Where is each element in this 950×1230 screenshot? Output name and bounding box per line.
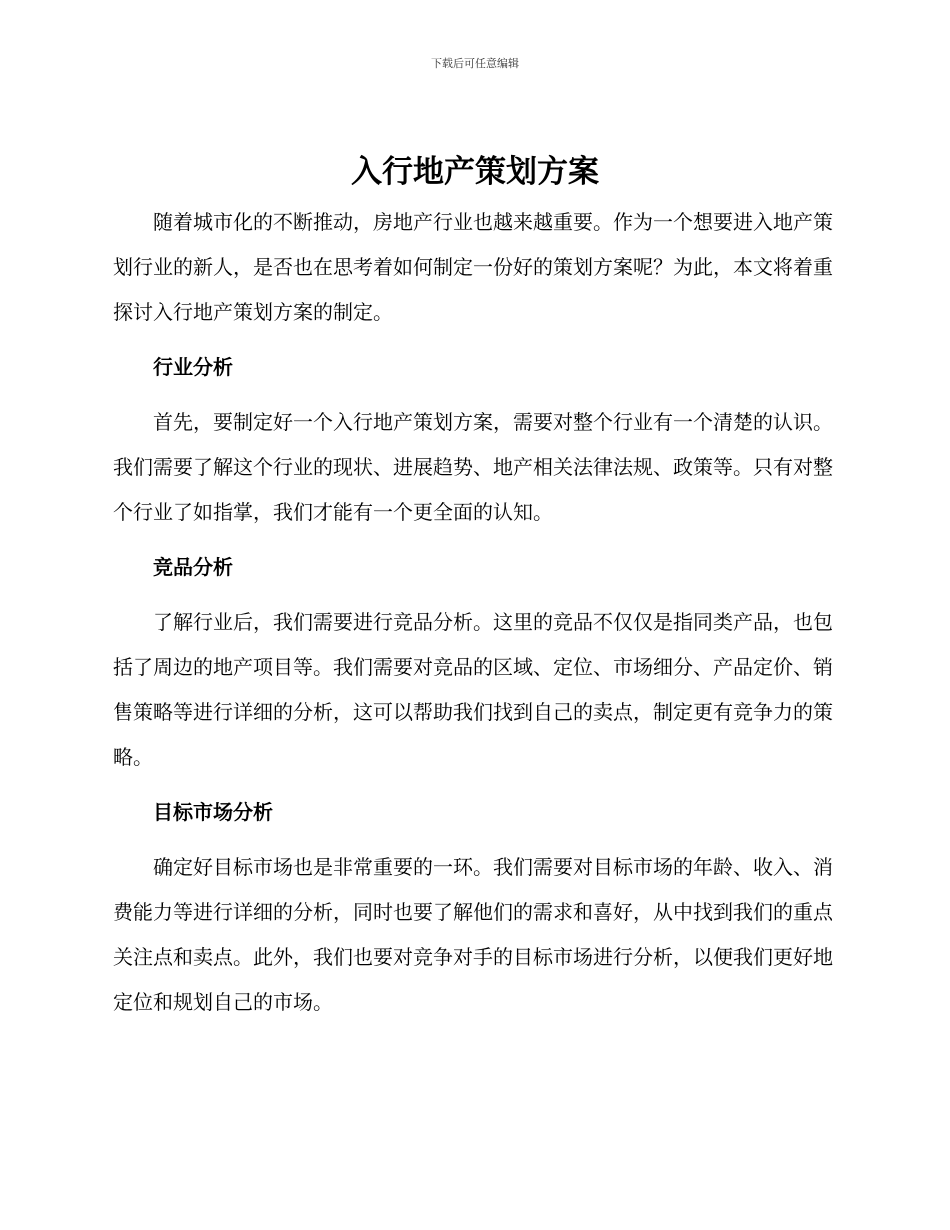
document-title: 入行地产策划方案 (351, 154, 599, 190)
section-heading-target-market: 目标市场分析 (153, 800, 273, 824)
header-note: 下载后可任意编辑 (431, 57, 519, 70)
document-body (113, 200, 833, 1025)
section-body-industry: 首先，要制定好一个入行地产策划方案，需要对整个行业有一个清楚的认识。我们需要了解这个行业的现状、进展趋势、地产相关法律法规、政策等。只有对整个行业了如指掌，我们才能有一个更全面的认知。 (113, 410, 833, 524)
section-body-target-market: 确定好目标市场也是非常重要的一环。我们需要对目标市场的年龄、收入、消费能力等进行详细的分析，同时也要了解他们的需求和喜好，从中找到我们的重点关注点和卖点。此外，我们也要对竞争对手的目标市场进行分析，以便我们更好地定位和规划自己的市场。 (113, 855, 833, 1014)
intro-paragraph: 随着城市化的不断推动，房地产行业也越来越重要。作为一个想要进入地产策划行业的新人，是否也在思考着如何制定一份好的策划方案呢？为此，本文将着重探讨入行地产策划方案的制定。 (113, 210, 833, 324)
section-body-competitors: 了解行业后，我们需要进行竞品分析。这里的竞品不仅仅是指同类产品，也包括了周边的地产项目等。我们需要对竞品的区域、定位、市场细分、产品定价、销售策略等进行详细的分析，这可以帮助我们找到自己的卖点，制定更有竞争力的策略。 (113, 610, 833, 769)
section-heading-industry: 行业分析 (153, 355, 233, 379)
section-heading-competitors: 竞品分析 (153, 555, 233, 579)
